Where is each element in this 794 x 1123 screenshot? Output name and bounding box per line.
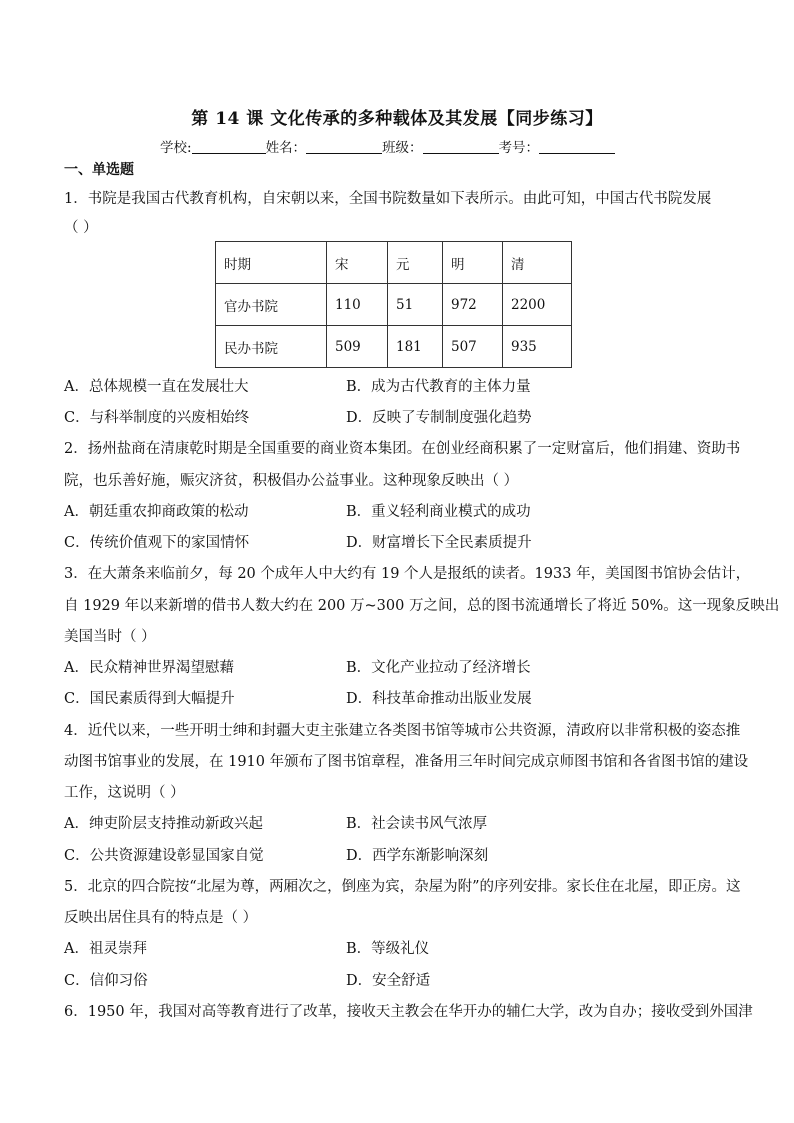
table-cell: 清 (503, 242, 572, 284)
q2-stem-line2: 院，也乐善好施，赈灾济贫，积极倡办公益事业。这种现象反映出（ ） (64, 473, 519, 489)
table-cell: 935 (503, 326, 572, 368)
q4-stem-line2: 动图书馆事业的发展，在 1910 年颁布了图书馆章程，准备用三年时间完成京师图书馆和各省图书馆的建设 (64, 754, 749, 770)
table-cell: 2200 (503, 284, 572, 326)
q3-stem-line1: 3．在大萧条来临前夕，每 20 个成年人中大约有 19 个人是报纸的读者。1933 年，美国图书馆协会估计， (64, 566, 751, 582)
section-title: 一、单选题 (64, 162, 134, 178)
table-cell: 官办书院 (216, 284, 327, 326)
q3-option-b[interactable]: B．文化产业拉动了经济增长 (346, 660, 531, 676)
page-title: 第 14 课 文化传承的多种载体及其发展【同步练习】 (191, 109, 603, 129)
table-row (216, 326, 572, 368)
q2-option-b[interactable]: B．重义轻利商业模式的成功 (346, 504, 531, 520)
q1-stem-line1: 1．书院是我国古代教育机构，自宋朝以来，全国书院数量如下表所示。由此可知，中国古代书院发展 (64, 191, 712, 207)
table-cell: 元 (388, 242, 443, 284)
q1-option-c[interactable]: C．与科举制度的兴废相始终 (64, 410, 250, 426)
table-cell: 51 (388, 284, 443, 326)
q1-option-d[interactable]: D．反映了专制制度强化趋势 (346, 410, 532, 426)
q4-option-a[interactable]: A．绅吏阶层支持推动新政兴起 (64, 816, 263, 832)
table-cell: 宋 (327, 242, 388, 284)
student-info-line (160, 136, 615, 156)
q4-option-d[interactable]: D．西学东渐影响深刻 (346, 848, 489, 864)
table-cell: 509 (327, 326, 388, 368)
table-cell: 民办书院 (216, 326, 327, 368)
q6-stem-line1: 6．1950 年，我国对高等教育进行了改革，接收天主教会在华开办的辅仁大学，改为自办；接收受到外国津 (64, 1004, 753, 1020)
q3-stem-line2: 自 1929 年以来新增的借书人数大约在 200 万~300 万之间，总的图书流通增长了将近 50%。这一现象反映出 (64, 598, 780, 614)
table-header-row (216, 242, 572, 284)
q5-option-b[interactable]: B．等级礼仪 (346, 941, 430, 957)
q1-stem-line2: （ ） (64, 220, 98, 236)
school-label: 学校: (160, 140, 192, 156)
table-cell: 181 (388, 326, 443, 368)
q3-option-c[interactable]: C．国民素质得到大幅提升 (64, 691, 235, 707)
q4-stem-line1: 4．近代以来，一些开明士绅和封疆大吏主张建立各类图书馆等城市公共资源，清政府以非常积极的姿态推 (64, 723, 741, 739)
q2-option-d[interactable]: D．财富增长下全民素质提升 (346, 535, 532, 551)
q2-option-a[interactable]: A．朝廷重农抑商政策的松动 (64, 504, 249, 520)
q3-option-d[interactable]: D．科技革命推动出版业发展 (346, 691, 532, 707)
school-field[interactable] (192, 139, 266, 154)
q1-option-a[interactable]: A．总体规模一直在发展壮大 (64, 379, 249, 395)
q5-option-c[interactable]: C．信仰习俗 (64, 973, 148, 989)
exam-number-field[interactable] (539, 139, 615, 154)
q1-option-b[interactable]: B．成为古代教育的主体力量 (346, 379, 531, 395)
q3-option-a[interactable]: A．民众精神世界渴望慰藉 (64, 660, 234, 676)
name-label: 姓名： (265, 140, 307, 156)
class-field[interactable] (423, 139, 499, 154)
exam-number-label: 考号： (498, 140, 540, 156)
table-cell: 时期 (216, 242, 327, 284)
q4-option-c[interactable]: C．公共资源建设彰显国家自觉 (64, 848, 264, 864)
name-field[interactable] (306, 139, 382, 154)
q5-option-d[interactable]: D．安全舒适 (346, 973, 431, 989)
class-label: 班级： (382, 140, 423, 156)
q3-stem-line3: 美国当时（ ） (64, 629, 156, 645)
table-cell: 110 (327, 284, 388, 326)
table-cell: 507 (443, 326, 503, 368)
q5-stem-line2: 反映出居住具有的特点是（ ） (64, 910, 258, 926)
q2-stem-line1: 2．扬州盐商在清康乾时期是全国重要的商业资本集团。在创业经商积累了一定财富后，他们捐建、资助书 (64, 441, 741, 457)
academy-count-table (215, 241, 572, 368)
q4-stem-line3: 工作，这说明（ ） (64, 785, 185, 801)
table-row (216, 284, 572, 326)
q5-stem-line1: 5．北京的四合院按“北屋为尊，两厢次之，倒座为宾，杂屋为附”的序列安排。家长住在北屋，即正房。这 (64, 879, 741, 895)
table-cell: 明 (443, 242, 503, 284)
q2-option-c[interactable]: C．传统价值观下的家国情怀 (64, 535, 250, 551)
q5-option-a[interactable]: A．祖灵崇拜 (64, 941, 147, 957)
q4-option-b[interactable]: B．社会读书风气浓厚 (346, 816, 488, 832)
table-cell: 972 (443, 284, 503, 326)
